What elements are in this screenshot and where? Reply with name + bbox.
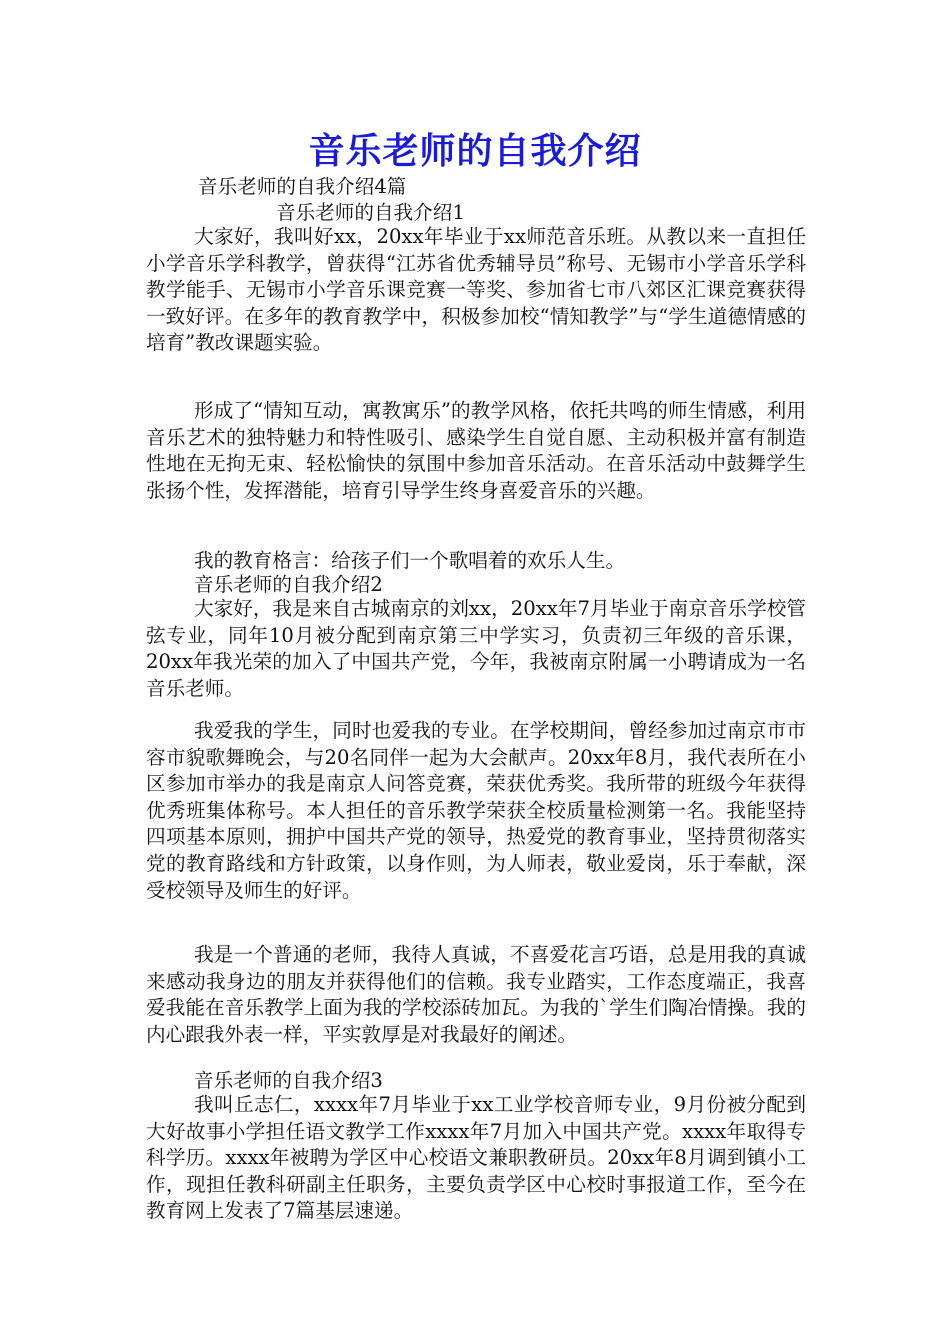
motto-line: 我的教育格言：给孩子们一个歌唱着的欢乐人生。 bbox=[194, 549, 626, 572]
section-heading-2: 音乐老师的自我介绍2 bbox=[194, 573, 383, 596]
paragraph: 我爱我的学生，同时也爱我的专业。在学校期间，曾经参加过南京市市容市貌歌舞晚会，与20名同伴一起为大会献声。20xx年8月，我代表所在小区参加市举办的我是南京人问答竞赛，荣获优秀奖。我所带的班级今年获得优秀班集体称号。本人担任的音乐教学荣获全校质量检测第一名。我能坚持四项基本原则，拥护中国共产党的领导，热爱党的教育事业，坚持贯彻落实党的教育路线和方针政策，以身作则，为人师表，敬业爱岗，乐于奉献，深受校领导及师生的好评。 bbox=[146, 719, 806, 902]
paragraph: 形成了“情知互动，寓教寓乐”的教学风格，依托共鸣的师生情感，利用音乐艺术的独特魅力和特性吸引、感染学生自觉自愿、主动积极并富有制造性地在无拘无束、轻松愉快的氛围中参加音乐活动。在音乐活动中鼓舞学生张扬个性，发挥潜能，培育引导学生终身喜爱音乐的兴趣。 bbox=[146, 399, 806, 502]
section-heading-3: 音乐老师的自我介绍3 bbox=[194, 1069, 383, 1092]
paragraph: 我叫丘志仁，xxxx年7月毕业于xx工业学校音师专业，9月份被分配到大好故事小学担任语文教学工作xxxx年7月加入中国共产党。xxxx年取得专科学历。xxxx年被聘为学区中心校语文兼职教研员。20xx年8月调到镇小工作，现担任教科研副主任职务，主要负责学区中心校时事报道工作，至今在教育网上发表了7篇基层速递。 bbox=[146, 1093, 806, 1223]
section-heading-1: 音乐老师的自我介绍1 bbox=[276, 201, 465, 224]
paragraph: 我是一个普通的老师，我待人真诚，不喜爱花言巧语，总是用我的真诚来感动我身边的朋友并获得他们的信赖。我专业踏实，工作态度端正，我喜爱我能在音乐教学上面为我的学校添砖加瓦。为我的`学生们陶冶情操。我的内心跟我外表一样，平实敦厚是对我最好的阐述。 bbox=[146, 943, 806, 1046]
paragraph: 大家好，我是来自古城南京的刘xx，20xx年7月毕业于南京音乐学校管弦专业，同年10月被分配到南京第三中学实习，负责初三年级的音乐课，20xx年我光荣的加入了中国共产党，今年，我被南京附属一小聘请成为一名音乐老师。 bbox=[146, 597, 806, 700]
paragraph: 大家好，我叫好xx，20xx年毕业于xx师范音乐班。从教以来一直担任小学音乐学科教学，曾获得“江苏省优秀辅导员”称号、无锡市小学音乐学科教学能手、无锡市小学音乐课竞赛一等奖、参加省七市八郊区汇课竞赛获得一致好评。在多年的教育教学中，积极参加校“情知教学”与“学生道德情感的培育”教改课题实验。 bbox=[146, 225, 806, 355]
document-subtitle: 音乐老师的自我介绍4篇 bbox=[198, 175, 407, 198]
document-title: 音乐老师的自我介绍 bbox=[308, 130, 642, 172]
